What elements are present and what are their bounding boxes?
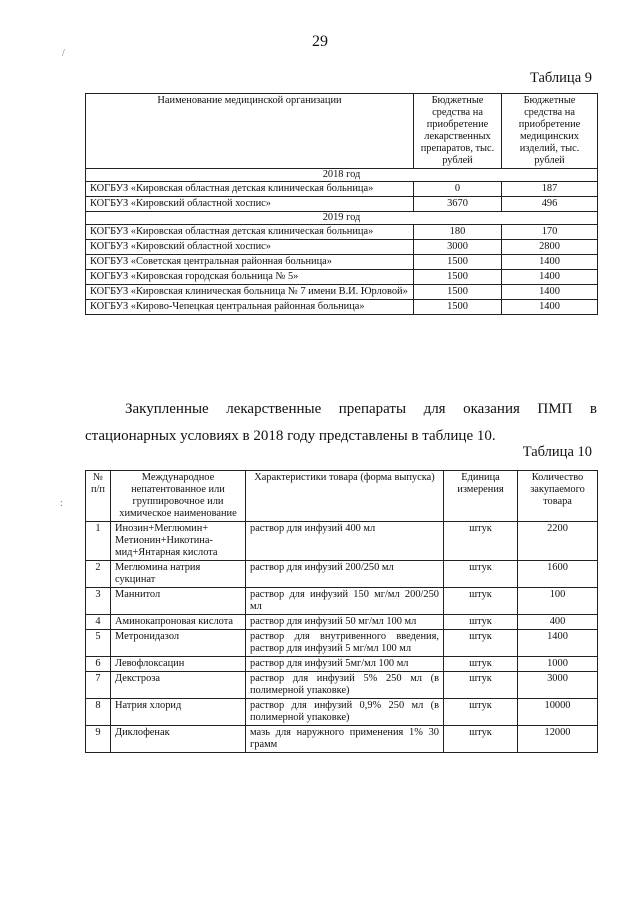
drug-quantity: 1400: [518, 630, 598, 657]
table-row: [86, 197, 598, 212]
table-header-row: [86, 94, 598, 169]
drug-unit: штук: [444, 561, 518, 588]
org-name: КОГБУЗ «Кирово-Чепецкая центральная районная больница»: [86, 300, 414, 315]
scan-mark: :: [60, 498, 63, 509]
device-funds: 187: [502, 182, 598, 197]
budget-table: [85, 93, 598, 315]
header-device-funds: Бюджетные средства на приобретение медицинских изделий, тыс. рублей: [502, 94, 598, 169]
org-name: КОГБУЗ «Кировская городская больница № 5»: [86, 270, 414, 285]
drug-spec: раствор для инфузий 50 мг/мл 100 мл: [246, 615, 444, 630]
drug-spec: раствор для инфузий 0,9% 250 мл (в полимерной упаковке): [246, 699, 444, 726]
org-name: КОГБУЗ «Советская центральная районная больница»: [86, 255, 414, 270]
row-number: 5: [86, 630, 111, 657]
table-row: [86, 672, 598, 699]
row-number: 8: [86, 699, 111, 726]
table-row: [86, 630, 598, 657]
row-number: 9: [86, 726, 111, 753]
table-row: [86, 726, 598, 753]
drug-unit: штук: [444, 726, 518, 753]
drug-unit: штук: [444, 588, 518, 615]
table-row: [86, 255, 598, 270]
drug-quantity: 2200: [518, 522, 598, 561]
row-number: 6: [86, 657, 111, 672]
drug-name: Декстроза: [111, 672, 246, 699]
header-quantity: Количество закупаемого товара: [518, 471, 598, 522]
device-funds: 1400: [502, 270, 598, 285]
drug-name: Левофлоксацин: [111, 657, 246, 672]
device-funds: 1400: [502, 285, 598, 300]
drug-name: Диклофенак: [111, 726, 246, 753]
table-row: [86, 522, 598, 561]
header-drug-name: Международное непатентованное или группировочное или химическое наименование: [111, 471, 246, 522]
header-org-name: Наименование медицинской организации: [86, 94, 414, 169]
drug-spec: раствор для инфузий 400 мл: [246, 522, 444, 561]
table-row: [86, 300, 598, 315]
table-row: [86, 285, 598, 300]
drug-funds: 1500: [414, 270, 502, 285]
drug-quantity: 12000: [518, 726, 598, 753]
drug-funds: 3670: [414, 197, 502, 212]
header-number: № п/п: [86, 471, 111, 522]
page-number: 29: [312, 33, 328, 50]
drug-funds: 0: [414, 182, 502, 197]
drug-spec: мазь для наружного применения 1% 30 грамм: [246, 726, 444, 753]
drug-funds: 1500: [414, 255, 502, 270]
drugs-table: [85, 470, 598, 753]
body-paragraph-line1: Закупленные лекарственные препараты для оказания ПМП в: [125, 401, 597, 417]
drug-funds: 1500: [414, 285, 502, 300]
device-funds: 496: [502, 197, 598, 212]
drug-quantity: 100: [518, 588, 598, 615]
org-name: КОГБУЗ «Кировская областная детская клиническая больница»: [86, 225, 414, 240]
org-name: КОГБУЗ «Кировская областная детская клиническая больница»: [86, 182, 414, 197]
row-number: 3: [86, 588, 111, 615]
drug-quantity: 400: [518, 615, 598, 630]
body-paragraph-line2: стационарных условиях в 2018 году представлены в таблице 10.: [85, 428, 496, 444]
drug-unit: штук: [444, 615, 518, 630]
org-name: КОГБУЗ «Кировский областной хоспис»: [86, 197, 414, 212]
drug-name: Натрия хлорид: [111, 699, 246, 726]
table-row: [86, 225, 598, 240]
drug-spec: раствор для внутривенного введения, раствор для инфузий 5 мг/мл 100 мл: [246, 630, 444, 657]
drug-name: Инозин+Меглюмин+ Метионин+Никотина-мид+Янтарная кислота: [111, 522, 246, 561]
drug-quantity: 3000: [518, 672, 598, 699]
table10-caption: Таблица 10: [522, 444, 592, 460]
table9-caption: Таблица 9: [529, 70, 592, 86]
device-funds: 1400: [502, 300, 598, 315]
drug-unit: штук: [444, 672, 518, 699]
year-label: 2019 год: [86, 212, 598, 225]
row-number: 1: [86, 522, 111, 561]
year-label: 2018 год: [86, 169, 598, 182]
drug-spec: раствор для инфузий 200/250 мл: [246, 561, 444, 588]
drug-unit: штук: [444, 522, 518, 561]
table-row: [86, 615, 598, 630]
year-row: [86, 212, 598, 225]
drug-name: Меглюмина натрия сукцинат: [111, 561, 246, 588]
drug-quantity: 1600: [518, 561, 598, 588]
drug-funds: 3000: [414, 240, 502, 255]
table-row: [86, 561, 598, 588]
org-name: КОГБУЗ «Кировская клиническая больница № 7 имени В.И. Юрловой»: [86, 285, 414, 300]
drug-spec: раствор для инфузий 150 мг/мл 200/250 мл: [246, 588, 444, 615]
drug-name: Метронидазол: [111, 630, 246, 657]
drug-unit: штук: [444, 699, 518, 726]
drug-spec: раствор для инфузий 5мг/мл 100 мл: [246, 657, 444, 672]
device-funds: 1400: [502, 255, 598, 270]
drug-funds: 180: [414, 225, 502, 240]
drug-unit: штук: [444, 657, 518, 672]
table-row: [86, 240, 598, 255]
drug-quantity: 10000: [518, 699, 598, 726]
device-funds: 170: [502, 225, 598, 240]
drug-name: Маннитол: [111, 588, 246, 615]
scan-mark: /: [62, 48, 65, 59]
table-row: [86, 657, 598, 672]
row-number: 4: [86, 615, 111, 630]
row-number: 2: [86, 561, 111, 588]
drug-funds: 1500: [414, 300, 502, 315]
drug-unit: штук: [444, 630, 518, 657]
drug-quantity: 1000: [518, 657, 598, 672]
table-row: [86, 182, 598, 197]
year-row: [86, 169, 598, 182]
table-row: [86, 588, 598, 615]
header-unit: Единица измерения: [444, 471, 518, 522]
header-drug-funds: Бюджетные средства на приобретение лекарственных препаратов, тыс. рублей: [414, 94, 502, 169]
drug-name: Аминокапроновая кислота: [111, 615, 246, 630]
row-number: 7: [86, 672, 111, 699]
drug-spec: раствор для инфузий 5% 250 мл (в полимерной упаковке): [246, 672, 444, 699]
org-name: КОГБУЗ «Кировский областной хоспис»: [86, 240, 414, 255]
table-row: [86, 699, 598, 726]
header-spec: Характеристики товара (форма выпуска): [246, 471, 444, 522]
table-header-row: [86, 471, 598, 522]
device-funds: 2800: [502, 240, 598, 255]
table-row: [86, 270, 598, 285]
